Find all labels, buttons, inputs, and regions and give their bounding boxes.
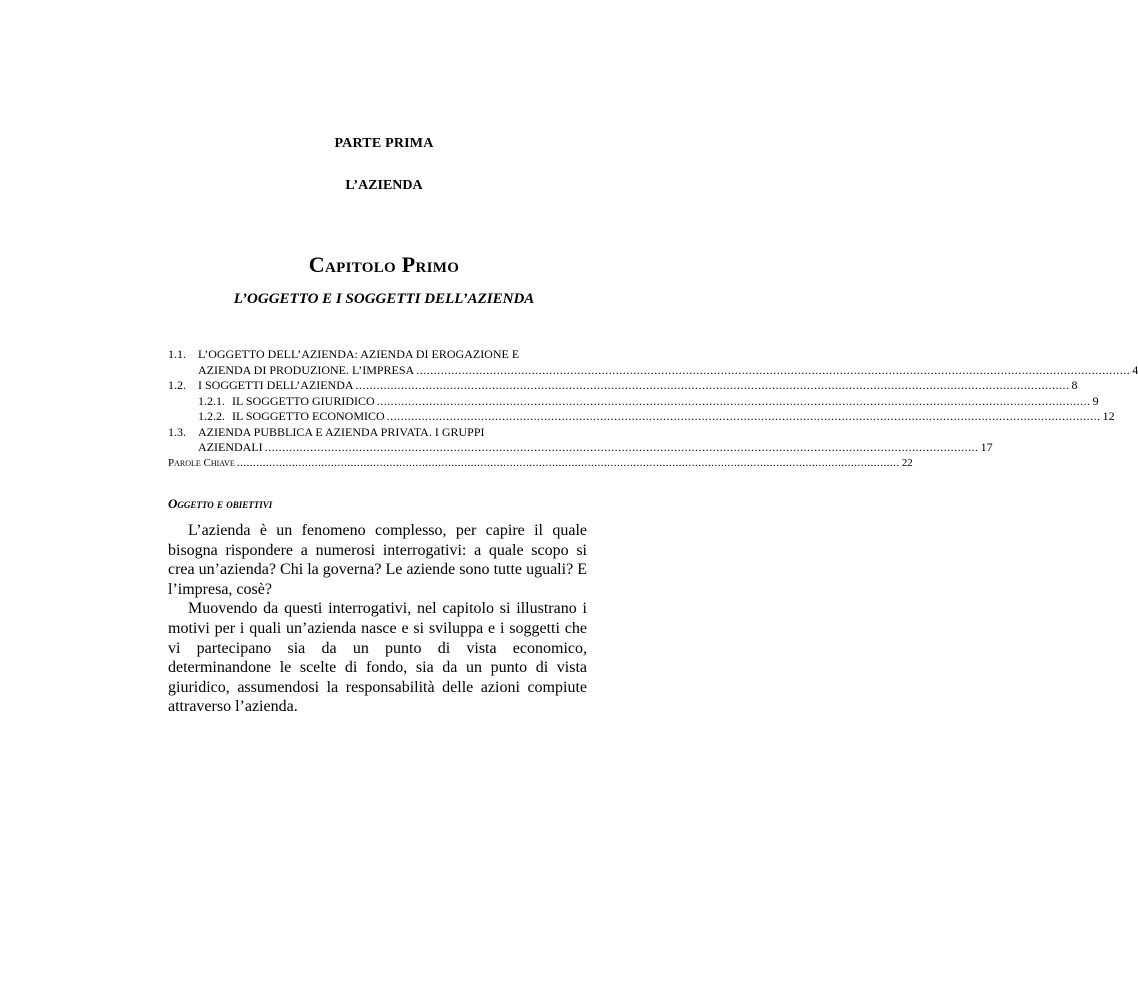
toc-entry-1-1[interactable] xyxy=(168,347,1138,378)
toc-dot-leader xyxy=(237,456,900,472)
toc-entry-title: IL SOGGETTO ECONOMICO xyxy=(232,409,385,423)
toc-entry-1-3[interactable] xyxy=(168,424,993,456)
toc-dot-leader xyxy=(265,440,979,456)
toc-entry-number: 1.1. xyxy=(168,347,186,361)
chapter-title: Capitolo Primo xyxy=(308,252,460,277)
toc-dot-leader xyxy=(416,363,1130,379)
toc-dot-leader xyxy=(377,394,1091,410)
paragraph: L’azienda è un fenomeno complesso, per capire il quale bisogna rispondere a numerosi interrogativi: a quale scopo si crea un’azienda? Chi la governa? Le aziende sono tutte uguali? E l’impresa, cosè? xyxy=(168,522,587,598)
toc-entry-number: 1.3. xyxy=(168,424,186,439)
toc-page-number: 17 xyxy=(980,440,993,454)
section-heading: Oggetto e obiettivi xyxy=(168,496,273,511)
table-of-contents xyxy=(168,347,1138,471)
part-subtitle: L’AZIENDA xyxy=(345,178,423,193)
toc-page-number: 8 xyxy=(1071,378,1078,392)
toc-entry-title-cont: AZIENDALI xyxy=(198,440,263,454)
toc-entry-number: 1.2.2. xyxy=(198,409,225,423)
toc-entry-title: AZIENDA PUBBLICA E AZIENDA PRIVATA. I GRUPPI xyxy=(198,424,485,439)
toc-page-number: 22 xyxy=(901,456,913,469)
toc-entry-title: I SOGGETTI DELL’AZIENDA xyxy=(198,378,354,392)
toc-entry-title: Parole Chiave xyxy=(168,456,235,469)
paragraph: Muovendo da questi interrogativi, nel capitolo si illustrano i motivi per i quali un’azienda nasce e si sviluppa e i soggetti che vi partecipano sia da un punto di vista economico, determinandone le scelte di fondo, sia da un punto di vista giuridico, assumendosi la responsabilità delle azioni compiute attraverso l’azienda. xyxy=(168,600,587,716)
part-title: PARTE PRIMA xyxy=(334,136,434,151)
toc-entry-number: 1.2.1. xyxy=(198,393,225,408)
toc-entry-1-2[interactable] xyxy=(168,378,1078,394)
toc-entry-title: L’OGGETTO DELL’AZIENDA: AZIENDA DI EROGAZIONE E xyxy=(198,347,520,361)
toc-page-number: 9 xyxy=(1092,393,1099,408)
toc-entry-keywords[interactable] xyxy=(168,456,913,472)
toc-entry-title-cont: AZIENDA DI PRODUZIONE. L’IMPRESA xyxy=(198,362,415,377)
toc-dot-leader xyxy=(387,409,1101,425)
toc-entry-number: 1.2. xyxy=(168,378,186,392)
body-text xyxy=(168,521,587,717)
toc-entry-title: IL SOGGETTO GIURIDICO xyxy=(232,393,375,408)
chapter-subtitle: L’OGGETTO E I SOGGETTI DELL’AZIENDA xyxy=(233,291,535,307)
toc-dot-leader xyxy=(356,378,1070,394)
toc-entry-1-2-2[interactable] xyxy=(168,409,1115,425)
toc-entry-1-2-1[interactable] xyxy=(168,393,1099,410)
toc-page-number: 12 xyxy=(1102,409,1115,423)
toc-page-number: 4 xyxy=(1132,362,1138,377)
